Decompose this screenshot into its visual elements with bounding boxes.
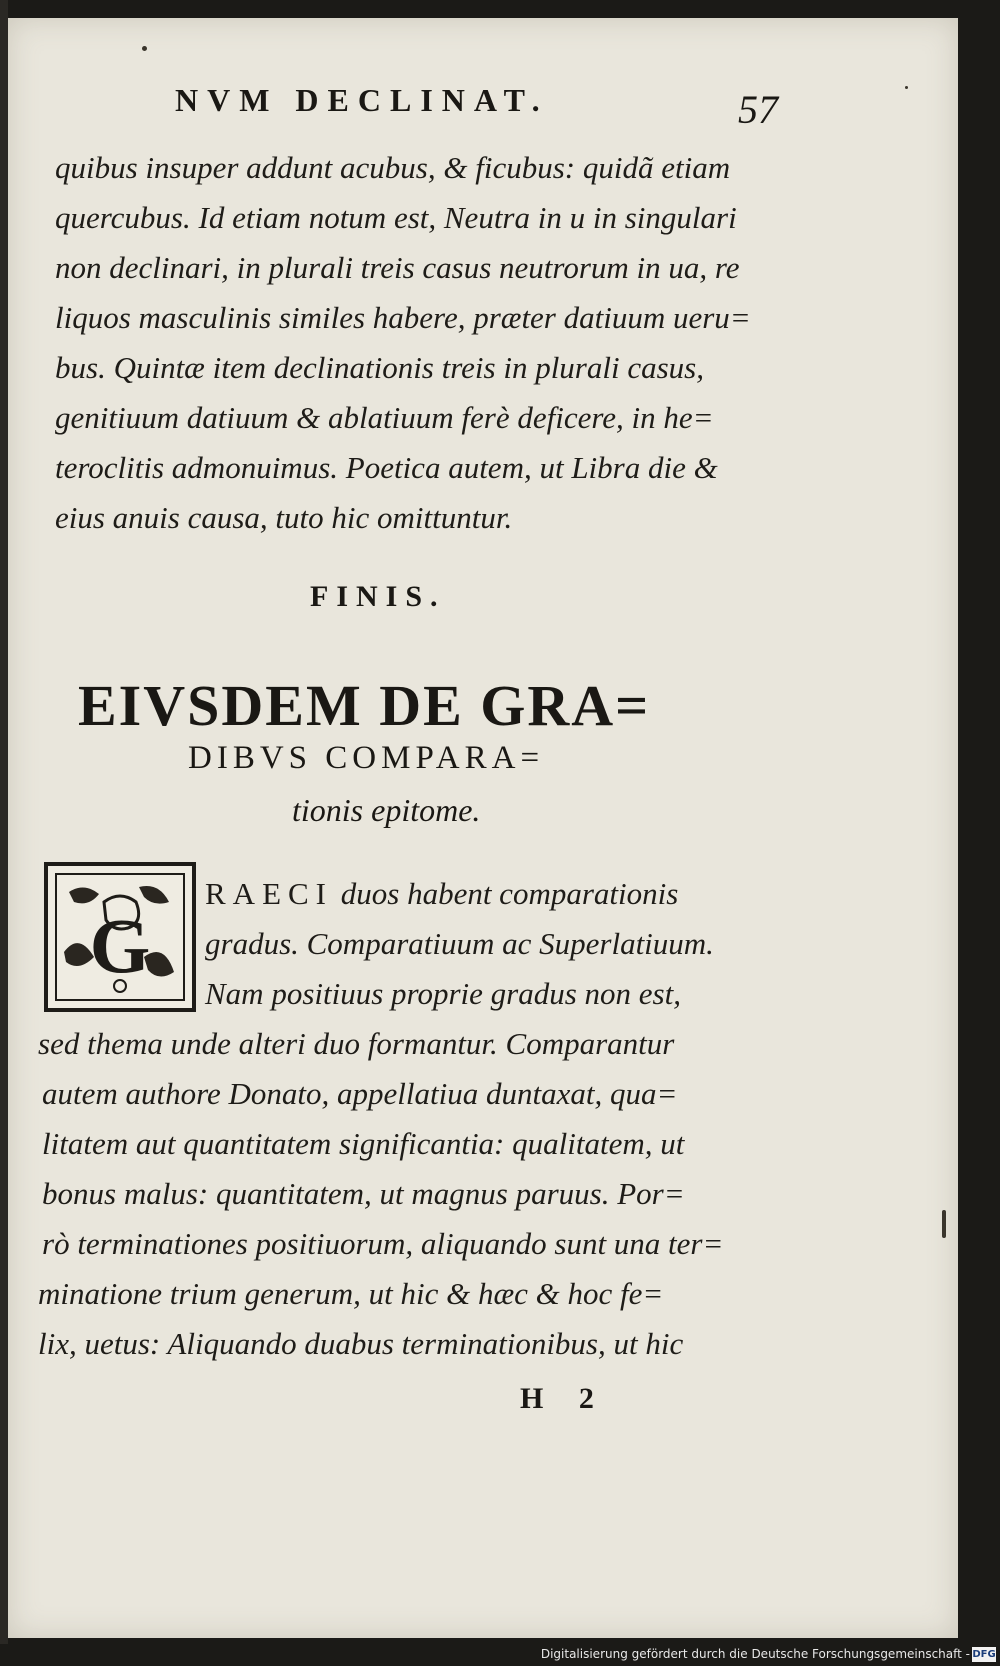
section-subtitle: DIBVS COMPARA= <box>188 740 545 776</box>
dfg-logo-icon: DFG <box>972 1649 996 1660</box>
finis-heading: FINIS. <box>310 580 446 613</box>
text-line: rò terminationes positiuorum, aliquando sunt una ter= <box>42 1226 724 1261</box>
first-line-lead: RAECI <box>205 876 333 911</box>
section-subtitle-italic: tionis epitome. <box>292 792 481 828</box>
text-line: quercubus. Id etiam notum est, Neutra in u in singulari <box>55 200 737 235</box>
text-line: lix, uetus: Aliquando duabus terminationibus, ut hic <box>38 1326 684 1361</box>
first-line-rest: duos habent comparationis <box>333 876 679 911</box>
text-line: genitiuum datiuum & ablatiuum ferè deficere, in he= <box>55 400 714 435</box>
paper-fleck <box>942 1210 946 1238</box>
first-line <box>205 876 678 912</box>
decorated-initial-icon <box>44 862 196 1012</box>
running-head: NVM DECLINAT. <box>175 82 549 118</box>
text-line: minatione trium generum, ut hic & hæc & hoc fe= <box>38 1276 664 1311</box>
initial-letter: G <box>89 902 151 989</box>
text-line: bus. Quintæ item declinationis treis in plurali casus, <box>55 350 704 385</box>
text-line: non declinari, in plurali treis casus neutrorum in ua, re <box>55 250 740 285</box>
text-line: sed thema unde alteri duo formantur. Comparantur <box>38 1026 675 1061</box>
signature-mark: H 2 <box>520 1382 608 1415</box>
text-line: eius anuis causa, tuto hic omittuntur. <box>55 500 513 535</box>
footer-credit: Digitalisierung gefördert durch die Deutsche Forschungsgemeinschaft - <box>540 1647 970 1661</box>
text-line: gradus. Comparatiuum ac Superlatiuum. <box>205 926 714 961</box>
section-title: EIVSDEM DE GRA= <box>78 673 651 738</box>
text-line: autem authore Donato, appellatiua duntaxat, qua= <box>42 1076 678 1111</box>
paper-fleck <box>142 46 147 51</box>
text-line: Nam positiuus proprie gradus non est, <box>205 976 681 1011</box>
text-line: bonus malus: quantitatem, ut magnus paruus. Por= <box>42 1176 685 1211</box>
text-line: litatem aut quantitatem significantia: qualitatem, ut <box>42 1126 685 1161</box>
text-line: quibus insuper addunt acubus, & ficubus: quidã etiam <box>55 150 731 185</box>
page-number: 57 <box>738 87 778 132</box>
page-edge <box>0 0 8 1666</box>
paper-fleck <box>905 86 908 89</box>
text-line: teroclitis admonuimus. Poetica autem, ut Libra die & <box>55 450 718 485</box>
text-line: liquos masculinis similes habere, præter datiuum ueru= <box>55 300 751 335</box>
